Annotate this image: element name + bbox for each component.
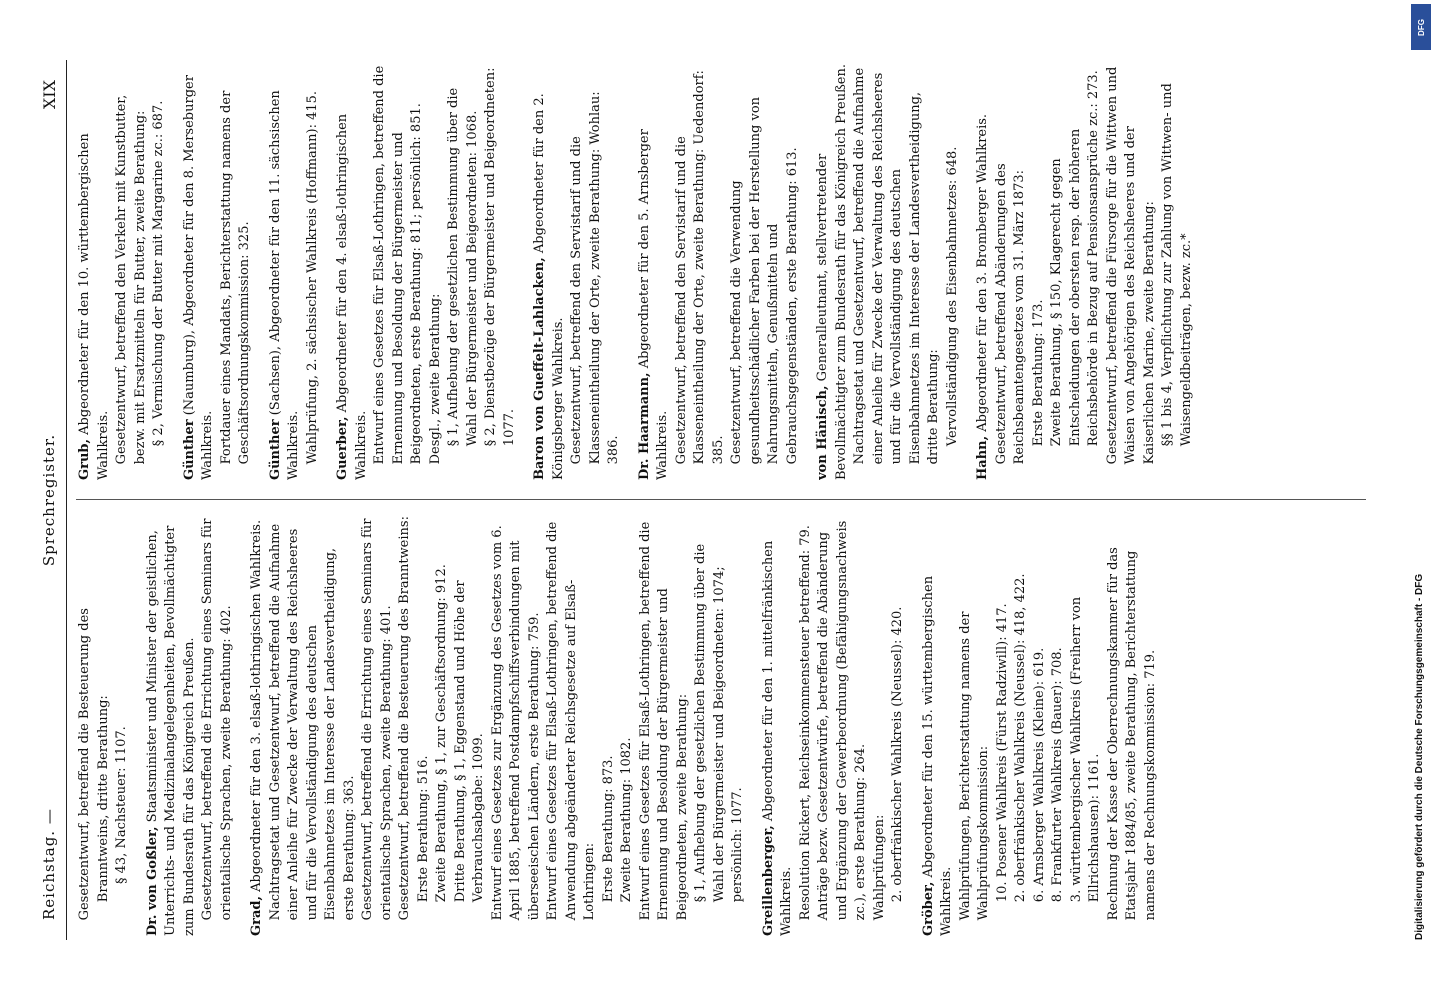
entry-line (568, 60, 624, 480)
entry-text: Abgeordneter für den 10. württembergischen Wahlkreis. (77, 133, 111, 480)
entry-text: Vervollständigung des Eisenbahnnetzes: 648. (944, 146, 960, 447)
speaker-name: Baron von Gueffelt-Lahlacken, (532, 257, 547, 480)
entry-line (304, 60, 323, 480)
entry-text: Nachtragsetat und Gesetzentwurf, betreffend die Aufnahme einer Anleihe für Zwecke der Verwaltung des Reichsheeres und für die Vervollständigung des deutschen Eisenbahnnetzes im Interesse der Landesvertheidigung, erste Berathung: 363. (267, 523, 357, 921)
entry-line (957, 516, 994, 936)
speaker-name: Günther (267, 419, 283, 480)
entry-text: Abgeordneter für den 4. elsaß-lothringischen Wahlkreis. (335, 113, 369, 480)
entry-line (1104, 60, 1160, 480)
entry-text: Wahlprüfung, 2. sächsischer Wahlkreis (Hoffmann): 415. (304, 90, 320, 465)
entry-text: 10. Posener Wahlkreis (Fürst Radziwill): 417. (994, 603, 1010, 903)
entry-line (248, 516, 267, 936)
register-entry (76, 60, 169, 480)
entry-text: Erste Berathung: 873. (600, 755, 616, 903)
entry-line (359, 516, 396, 936)
text-column-left (76, 516, 1376, 936)
entry-line (433, 516, 452, 936)
entry-line (920, 516, 957, 936)
entry-line (76, 516, 95, 936)
register-entry (144, 516, 237, 936)
header-rule (66, 60, 67, 940)
entry-text: Entwurf eines Gesetzes für Elsaß-Lothringen, betreffend die Ernennung und Besoldung der Bürgermeister und Beigeordneten, zweite Berathung: (637, 521, 690, 921)
entry-text: Gesetzentwurf, betreffend den Servistarif und die Klasseneintheilung der Orte, zweite Berathung: Uedendorf: 385. (673, 70, 726, 465)
entry-text: Entwurf eines Gesetzes zur Ergänzung des Gesetzes vom 6. April 1885, betreffend Postdampfschiffsverbindungen mit überseeischen Ländern, erste Berathung: 759. (489, 525, 542, 921)
entry-text: 6. Arnsberger Wahlkreis (Kleine): 619. (1031, 647, 1047, 903)
entry-line (452, 516, 489, 936)
register-entry (267, 60, 323, 480)
entry-text: § 43, Nachsteuer: 1107. (114, 726, 129, 884)
entry-line (994, 516, 1013, 936)
entry-line (144, 516, 200, 936)
entry-text: Wahlprüfungen, Berichterstattung namens der Wahlprüfungskommission: (957, 611, 991, 921)
register-entry (531, 60, 624, 480)
entry-line (199, 516, 236, 936)
speaker-name: Greillenberger, (760, 825, 776, 936)
page-header (32, 60, 62, 940)
speaker-name: Dr. von Goßler, (144, 826, 160, 936)
entry-line (600, 516, 619, 936)
funding-notice: Digitalisierung gefördert durch die Deutsche Forschungsgemeinschaft - DFG (1414, 573, 1425, 940)
entry-line (618, 516, 637, 936)
speaker-name: Guerber, (335, 416, 350, 480)
entry-line (371, 60, 427, 480)
entry-text: Wahlprüfungen: (871, 814, 887, 921)
entry-text: Staatsminister und Minister der geistlichen, Unterrichts- und Medizinalangelegenheiten, Bevollmächtigter zum Bundesrath für das Königreich Preußen. (144, 525, 197, 936)
entry-line (944, 60, 963, 480)
entry-line (797, 516, 816, 936)
entry-text: Abgeordneter für den 15. württembergischen Wahlkreis. (920, 575, 954, 936)
entry-line (1105, 516, 1161, 936)
entry-text: Abgeordneter für den 3. Bromberger Wahlkreis. (975, 113, 990, 432)
entry-text: §§ 1 bis 4, Verpflichtung zur Zahlung von Wittwen- und Waisengeldbeiträgen, bezw. zc.* (1160, 83, 1194, 447)
entry-text: 8. Frankfurter Wahlkreis (Bauer): 708. (1050, 647, 1065, 903)
entry-line (489, 516, 545, 936)
entry-text: Desgl., zweite Berathung: (427, 293, 443, 465)
entry-text: 2. oberfränkischer Wahlkreis (Neussel): 420. (890, 606, 905, 903)
entry-text: Nachtragsetat und Gesetzentwurf, betreffend die Aufnahme einer Anleihe für Zwecke der Verwaltung des Reichsheeres und für die Vervollständigung des deutschen Eisenbahnnetzes im Interesse der Landesvertheidigung, dritte Berathung: (852, 67, 941, 465)
speaker-name: Günther (181, 419, 197, 480)
speaker-name: Gröber, (920, 881, 936, 936)
entry-line (1049, 516, 1068, 936)
entry-line (1048, 60, 1104, 480)
entry-text: Gesetzentwurf, betreffend Abänderungen des Reichsbeamtengesetzes vom 31. März 1873: (993, 163, 1027, 465)
entry-line (1068, 516, 1105, 936)
entry-line (728, 60, 802, 480)
entry-text: Erste Berathung: 516. (415, 755, 431, 903)
speaker-name: Grad, (249, 896, 264, 936)
entry-line (427, 60, 446, 480)
register-entry (974, 60, 1196, 480)
entry-line (544, 516, 600, 936)
entry-line (760, 516, 797, 936)
entry-line (267, 516, 360, 936)
digitization-strip (1408, 0, 1432, 1000)
entry-line (1012, 516, 1031, 936)
running-head-center: Sprechregister. (40, 433, 58, 567)
entry-text: Entwurf eines Gesetzes für Elsaß-Lothringen, betreffend die Ernennung und Besoldung der Bürgermeister und Beigeordneten, erste Berathung: 811; persönlich: 851. (372, 65, 424, 465)
entry-line (673, 60, 729, 480)
entry-text: Anträge bezw. Gesetzentwürfe, betreffend die Abänderung und Ergänzung der Gewerbeordnung (Befähigungsnachweis zc.), erste Berathung: 264. (816, 520, 868, 921)
entry-text: Dritte Berathung, § 1, Eggenstand und Höhe der Verbrauchsabgabe: 1099. (452, 580, 486, 903)
entry-line (889, 516, 908, 936)
entry-text: (Naumburg), Abgeordneter für den 8. Merseburger Wahlkreis. (181, 75, 215, 480)
register-entry (181, 60, 255, 480)
entry-text: (Sachsen), Abgeordneter für den 11. sächsischen Wahlkreis. (267, 90, 301, 480)
entry-text: Zweite Berathung, § 150, Klagerecht gegen Entscheidungen der obersten resp. der höheren Reichsbehörde in Bezug auf Pensionsansprüche zc.: 273. (1049, 70, 1101, 447)
entry-line (482, 60, 519, 480)
register-entry (760, 516, 908, 936)
entry-text: Abgeordneter für den 3. elsaß-lothringischen Wahlkreis. (249, 519, 264, 892)
register-entry (920, 516, 1161, 936)
entry-text: Erste Berathung: 173. (1030, 299, 1046, 447)
entry-line (267, 60, 304, 480)
entry-text: Gesetzentwurf, betreffend die Besteuerung des Branntweins: (397, 516, 412, 921)
entry-line (814, 60, 851, 480)
entry-line (1159, 60, 1196, 480)
entry-line (150, 60, 169, 480)
entry-line (334, 60, 371, 480)
entry-line (851, 60, 944, 480)
text-column-right (76, 60, 1376, 480)
entry-text: Zweite Berathung: 1082. (619, 737, 634, 903)
entry-text: Gesetzentwurf, betreffend die Fürsorge für die Wittwen und Waisen von Angehörigen des Reichsheeres und der Kaiserlichen Marine, zweite Berathung: (1104, 66, 1157, 465)
entry-text: § 2, Dienstbezüge der Bürgermeister und Beigeordneten: 1077. (483, 67, 517, 447)
entry-text: Generalleutnant, stellvertretender Bevollmächtigter zum Bundesrath für das Königreich Preußen. (815, 64, 849, 480)
register-entry (248, 516, 748, 936)
entry-text: Gesetzentwurf, betreffend die Errichtung eines Seminars für orientalische Sprachen, zweite Berathung: 402. (200, 518, 234, 921)
entry-line (815, 516, 871, 936)
entry-line (218, 60, 255, 480)
entry-line (871, 516, 890, 936)
entry-text: § 2, Vermischung der Butter mit Margarine zc.: 687. (151, 100, 166, 447)
speaker-name: Hahn, (975, 435, 990, 480)
entry-line (113, 60, 150, 480)
dfg-logo: DFG (1411, 4, 1431, 50)
entry-line (636, 60, 673, 480)
column-divider (76, 499, 1366, 500)
entry-line (692, 516, 748, 936)
entry-line (113, 516, 132, 936)
entry-line (181, 60, 218, 480)
entry-text: Entwurf eines Gesetzes für Elsaß-Lothringen, betreffend die Anwendung abgeänderter Reichsgesetze auf Elsaß-Lothringen: (545, 521, 597, 921)
entry-text: Branntweins, dritte Berathung: (95, 695, 111, 903)
speaker-name: Grub, (77, 438, 92, 480)
entry-line (76, 60, 113, 480)
speaker-name: von Hänisch, (815, 385, 830, 480)
entry-text: § 1, Aufhebung der gesetzlichen Bestimmung über die Wahl der Bürgermeister und Beigeordneten: 1074; persönlich: 1077. (693, 543, 745, 903)
entry-text: Gesetzentwurf, betreffend die Besteuerung des (77, 608, 92, 921)
entry-line (445, 60, 482, 480)
speaker-name: Dr. Haarmann, (636, 372, 652, 480)
entry-line (974, 60, 993, 480)
entry-text: Zweite Berathung, § 1, zur Geschäftsordnung: 912. (434, 564, 449, 903)
entry-text: Abgeordneter für den 2. Königsberger Wahlkreis. (532, 93, 566, 480)
entry-text: Abgeordneter für den 5. Arnsberger Wahlkreis. (636, 129, 670, 480)
entry-text: § 1, Aufhebung der gesetzlichen Bestimmung über die Wahl der Bürgermeister und Beigeordneten: 1068. (446, 87, 480, 447)
entry-line (415, 516, 434, 936)
entry-text: Gesetzentwurf, betreffend den Verkehr mit Kunstbutter, bezw. mit Ersatzmitteln für Butter, zweite Berathung: (114, 94, 148, 465)
entry-line (637, 516, 693, 936)
entry-text: 2. oberfränkischer Wahlkreis (Neussel): 418, 422. (1013, 573, 1028, 903)
register-entry (636, 60, 803, 480)
register-entry (814, 60, 962, 480)
entry-text: Rechnung der Kasse der Oberrechnungskammer für das Etatsjahr 1884/85, zweite Berathung, Berichterstattung namens der Rechnungskommission: 719. (1105, 547, 1158, 921)
entry-line (1031, 516, 1050, 936)
entry-text: Abgeordneter für den 1. mittelfränkischen Wahlkreis. (760, 540, 794, 936)
entry-line (531, 60, 568, 480)
entry-text: Gesetzentwurf, betreffend die Errichtung eines Seminars für orientalische Sprachen, zweite Berathung: 401. (360, 518, 394, 921)
entry-text: 3. württembergischer Wahlkreis (Freiherr von Ellrichshausen): 1161. (1068, 596, 1102, 903)
page-number: XIX (40, 80, 59, 110)
entry-line (1030, 60, 1049, 480)
entry-text: Gesetzentwurf, betreffend die Verwendung gesundheitsschädlicher Farben bei der Herstellung von Nahrungsmitteln, Genußmitteln und Gebrauchsgegenständen, erste Berathung: 613. (729, 96, 800, 465)
register-entry (76, 516, 132, 936)
entry-text: Fortdauer eines Mandats, Berichterstattung namens der Geschäftsordnungskommission: 325. (218, 90, 252, 465)
entry-text: Gesetzentwurf, betreffend den Servistarif und die Klasseneintheilung der Orte, zweite Berathung: Wohlau: 386. (569, 91, 621, 465)
entry-text: Resolution Rickert, Reichseinkommensteuer betreffend: 79. (797, 525, 813, 921)
running-head-left: Reichstag. — (40, 808, 58, 920)
entry-line (396, 516, 415, 936)
register-entry (334, 60, 519, 480)
entry-line (993, 60, 1030, 480)
entry-line (95, 516, 114, 936)
